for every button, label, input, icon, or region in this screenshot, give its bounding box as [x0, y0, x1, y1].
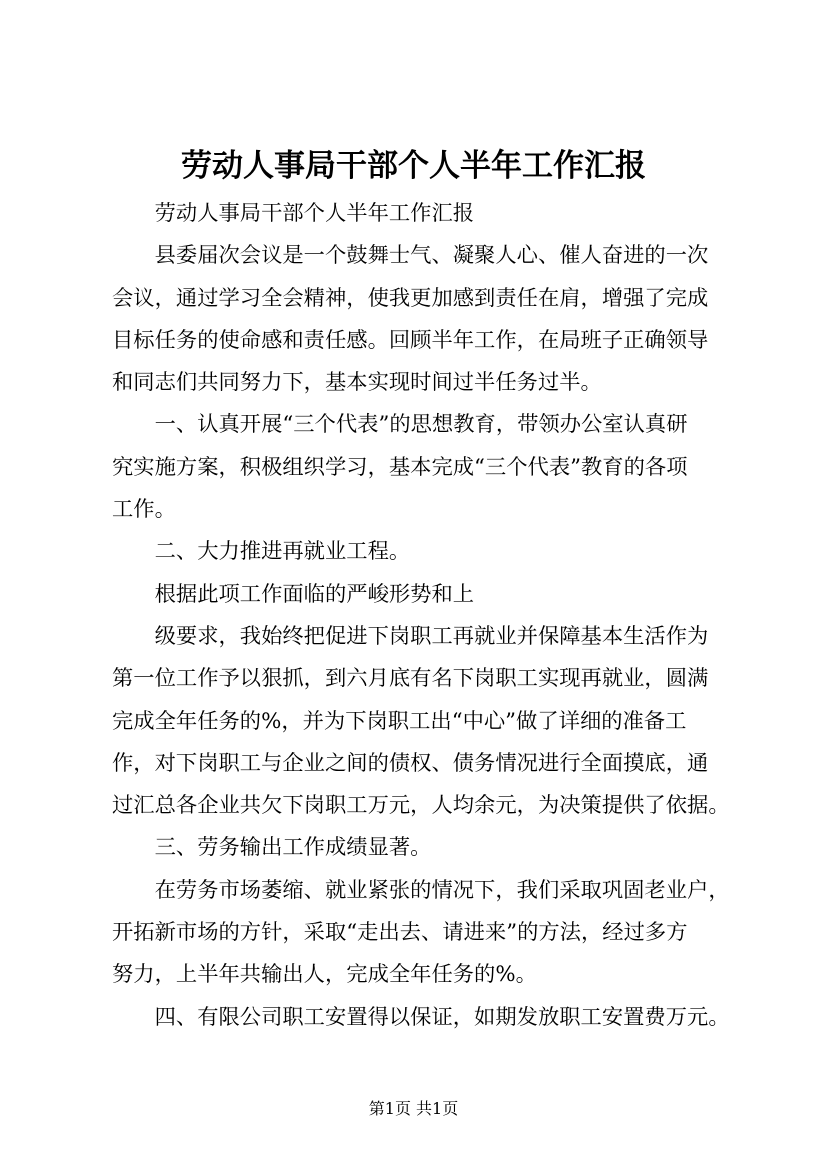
body-line: 三、劳务输出工作成绩显著。	[154, 835, 432, 861]
body-line: 和同志们共同努力下，基本实现时间过半任务过半。	[112, 370, 602, 396]
body-line: 努力，上半年共输出人，完成全年任务的%。	[112, 962, 537, 988]
body-line: 作，对下岗职工与企业之间的债权、债务情况进行全面摸底，通	[112, 750, 709, 776]
body-line: 过汇总各企业共欠下岗职工万元，人均余元，为决策提供了依据。	[112, 793, 730, 819]
body-line: 会议，通过学习全会精神，使我更加感到责任在肩，增强了完成	[112, 285, 709, 311]
body-line: 目标任务的使命感和责任感。回顾半年工作，在局班子正确领导	[112, 327, 709, 353]
body-line: 一、认真开展“三个代表”的思想教育，带领办公室认真研	[154, 412, 688, 438]
body-line: 根据此项工作面临的严峻形势和上	[154, 581, 475, 607]
body-line: 县委届次会议是一个鼓舞士气、凝聚人心、催人奋进的一次	[154, 243, 709, 269]
document-title: 劳动人事局干部个人半年工作汇报	[181, 148, 646, 184]
page-number-footer: 第1页 共1页	[368, 1099, 459, 1118]
document-body	[112, 193, 752, 1039]
body-line: 二、大力推进再就业工程。	[154, 539, 411, 565]
body-line: 开拓新市场的方针，采取“走出去、请进来”的方法，经过多方	[112, 920, 688, 946]
body-line: 四、有限公司职工安置得以保证，如期发放职工安置费万元。	[154, 1004, 730, 1030]
body-line: 级要求，我始终把促进下岗职工再就业并保障基本生活作为	[154, 623, 709, 649]
body-line: 劳动人事局干部个人半年工作汇报	[154, 201, 475, 226]
body-line: 完成全年任务的%，并为下岗职工出“中心”做了详细的准备工	[112, 708, 687, 734]
body-line: 在劳务市场萎缩、就业紧张的情况下，我们采取巩固老业户，	[154, 877, 730, 903]
body-line: 第一位工作予以狠抓，到六月底有名下岗职工实现再就业，圆满	[112, 666, 709, 692]
body-line: 究实施方案，积极组织学习，基本完成“三个代表”教育的各项	[112, 454, 688, 480]
body-line: 工作。	[112, 497, 176, 523]
